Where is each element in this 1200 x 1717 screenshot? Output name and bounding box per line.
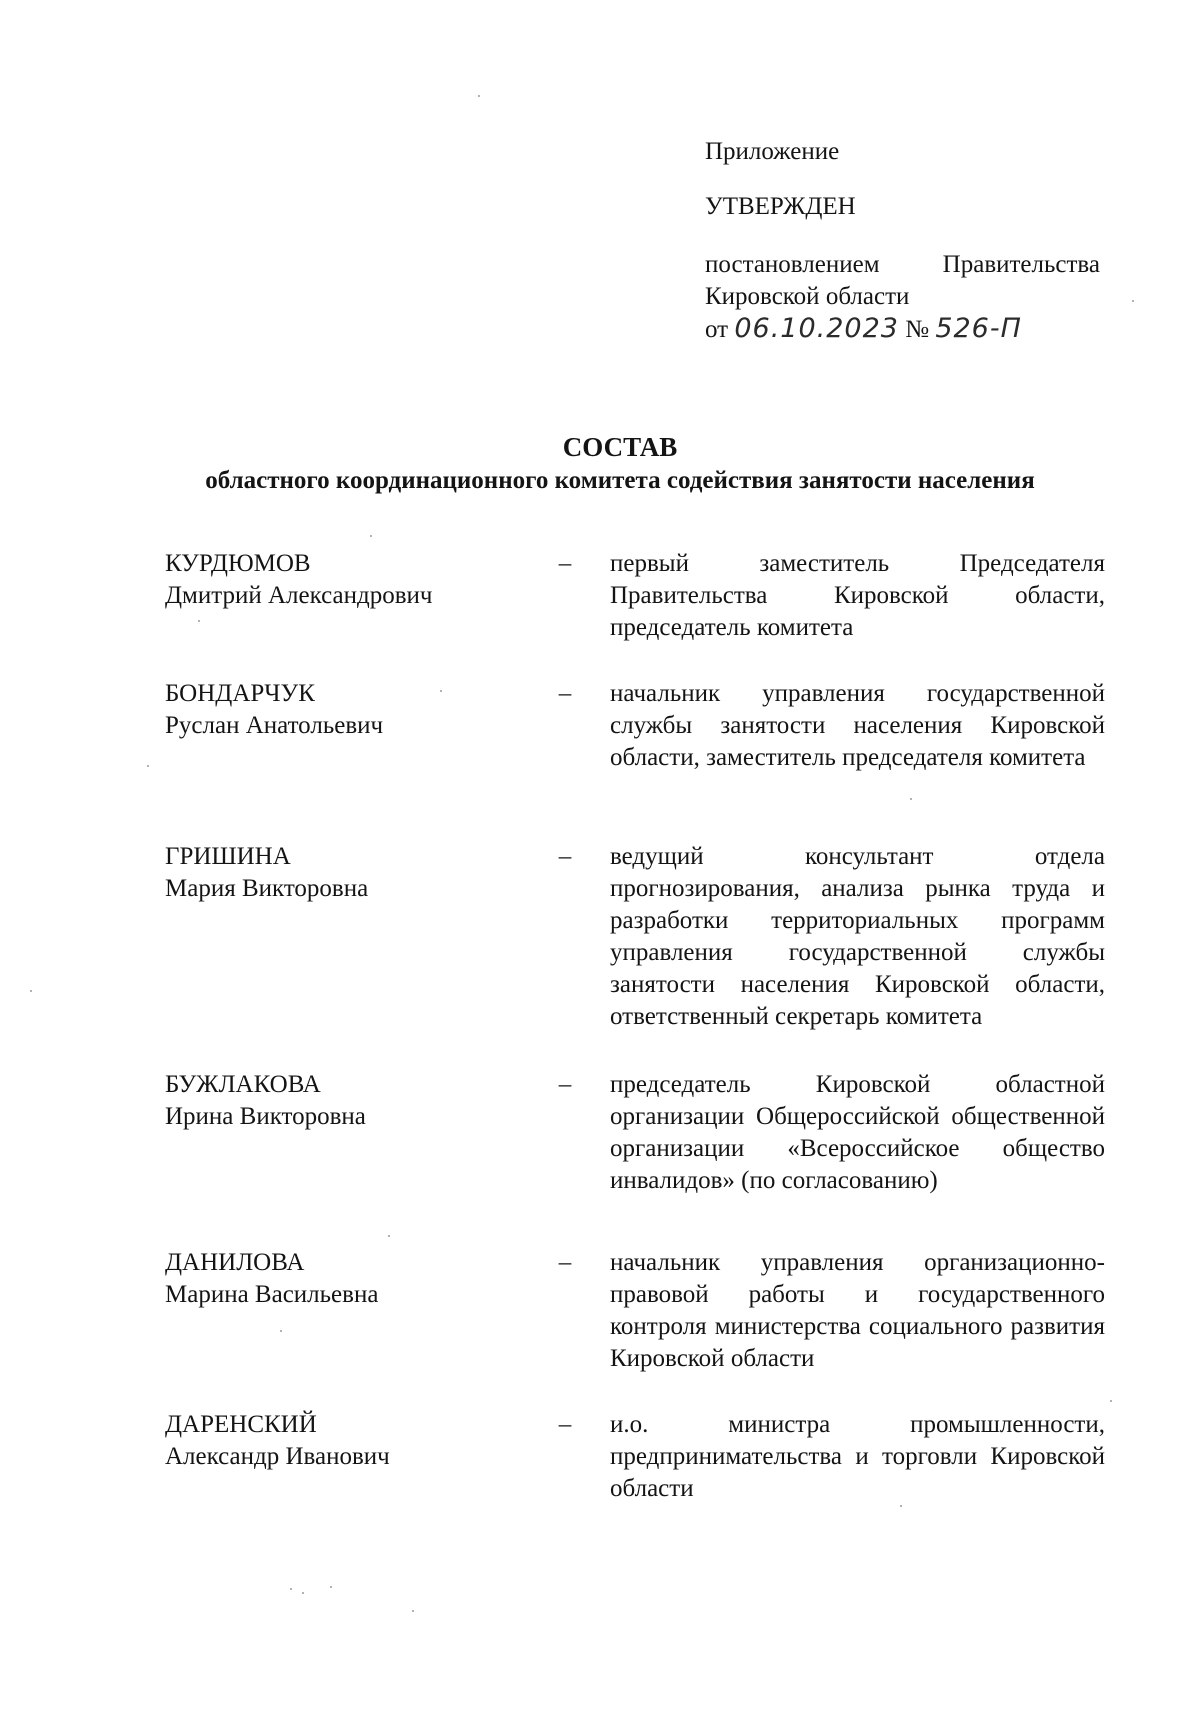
- handwritten-number: 526-П: [935, 313, 1022, 344]
- member-given-names: Руслан Анатольевич: [165, 712, 384, 739]
- member-given-names: Марина Васильевна: [165, 1281, 379, 1308]
- scan-speck: [280, 1330, 282, 1332]
- approved-label: УТВЕРЖДЕН: [705, 193, 856, 220]
- appendix-label: Приложение: [705, 138, 840, 165]
- member-surname: ДАРЕНСКИЙ: [165, 1411, 317, 1438]
- member-position: начальник управления государственной службы занятости населения Кировской области, заместитель председателя комитета: [610, 680, 1105, 771]
- scan-speck: [370, 535, 372, 537]
- member-entry: [165, 841, 1105, 1030]
- date-prefix: от: [705, 316, 729, 343]
- member-dash: –: [558, 843, 572, 870]
- member-entry: [165, 1247, 1105, 1407]
- title-subtitle: областного координационного комитета содействия занятости населения: [205, 467, 1035, 494]
- scan-speck: [330, 1586, 332, 1588]
- member-surname: ГРИШИНА: [165, 843, 291, 870]
- scan-speck: [1132, 300, 1134, 302]
- member-given-names: Александр Иванович: [165, 1443, 390, 1470]
- scan-speck: [30, 990, 32, 992]
- member-position: председатель Кировской областной организации Общероссийской общественной организации «Всероссийское общество инвалидов» (по согласованию): [610, 1071, 1105, 1194]
- scan-speck: [388, 1235, 390, 1237]
- member-name: [165, 678, 525, 742]
- member-name: [165, 841, 525, 905]
- member-name: [165, 548, 525, 612]
- member-name: [165, 1069, 525, 1133]
- scan-speck: [478, 95, 480, 97]
- member-position: ведущий консультант отдела прогнозирования, анализа рынка труда и разработки территориальных программ управления государственной службы занятости населения Кировской области, ответственный секретарь комитета: [610, 843, 1105, 1030]
- member-entry: [165, 678, 1105, 838]
- resolution-line-2: Кировской области: [705, 283, 910, 310]
- scan-speck: [910, 798, 912, 800]
- member-position: первый заместитель Председателя Правительства Кировской области, председатель комитета: [610, 550, 1105, 641]
- scan-speck: [198, 620, 200, 622]
- resolution-date-line: [705, 313, 1100, 346]
- member-surname: КУРДЮМОВ: [165, 550, 311, 577]
- number-sign: №: [905, 316, 930, 343]
- scan-speck: [302, 1592, 304, 1594]
- approval-block: [705, 136, 1100, 346]
- member-surname: БУЖЛАКОВА: [165, 1071, 321, 1098]
- member-entry: [165, 1069, 1105, 1229]
- member-entry: [165, 1409, 1105, 1569]
- member-name: [165, 1409, 525, 1473]
- member-position: и.о. министра промышленности, предпринимательства и торговли Кировской области: [610, 1411, 1105, 1502]
- scan-speck: [147, 765, 149, 767]
- member-given-names: Ирина Викторовна: [165, 1103, 366, 1130]
- member-name: [165, 1247, 525, 1311]
- scan-speck: [290, 1588, 292, 1590]
- member-position: начальник управления организационно-правовой работы и государственного контроля министерства социального развития Кировской области: [610, 1249, 1105, 1372]
- member-surname: ДАНИЛОВА: [165, 1249, 305, 1276]
- scan-speck: [440, 690, 442, 692]
- document-title: [150, 430, 1090, 498]
- member-surname: БОНДАРЧУК: [165, 680, 315, 707]
- member-given-names: Мария Викторовна: [165, 875, 369, 902]
- scan-speck: [1110, 1400, 1112, 1402]
- title-main: СОСТАВ: [562, 432, 678, 462]
- member-dash: –: [558, 680, 572, 707]
- handwritten-date: 06.10.2023: [734, 313, 899, 344]
- member-dash: –: [558, 1411, 572, 1438]
- member-dash: –: [558, 1071, 572, 1098]
- member-given-names: Дмитрий Александрович: [165, 582, 433, 609]
- member-dash: –: [558, 1249, 572, 1276]
- member-dash: –: [558, 550, 572, 577]
- resolution-line-1: постановлением Правительства: [705, 251, 1100, 278]
- scan-speck: [412, 1610, 414, 1612]
- scan-speck: [900, 1505, 902, 1507]
